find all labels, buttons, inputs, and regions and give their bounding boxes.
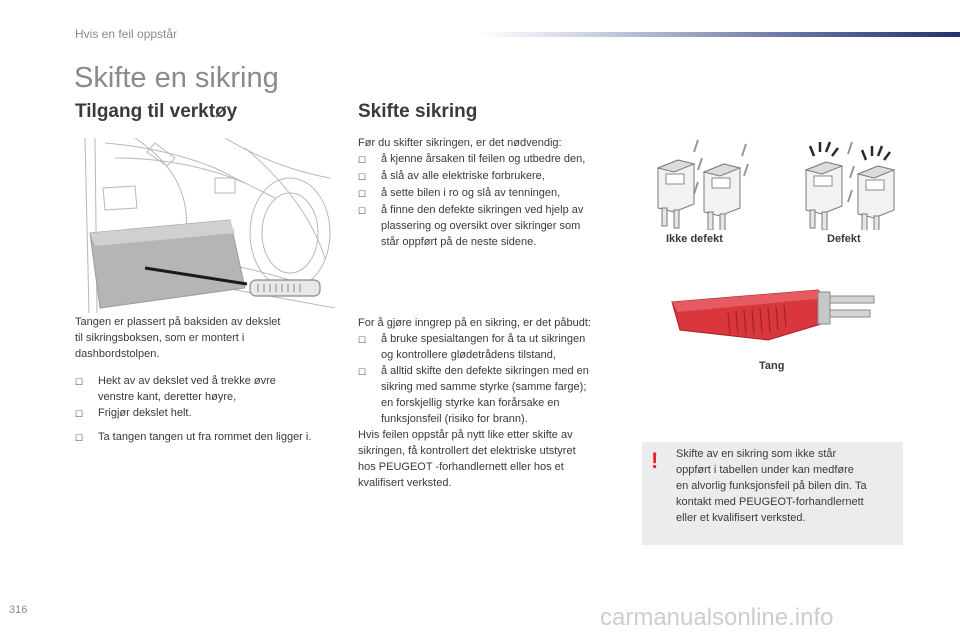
checkbox-bullet-icon: ☐	[358, 335, 367, 345]
tools-intro: Tangen er plassert på baksiden av dekslet til sikringsboksen, som er montert i dashbordstolpen.	[75, 316, 281, 360]
list-item: ☐ å finne den defekte sikringen ved hjelp av plassering og oversikt over sikringer som står oppført på de neste sidene.	[358, 204, 584, 248]
fuse-ok-illustration	[648, 138, 758, 230]
fuse-defect-illustration	[796, 138, 906, 230]
fuse-tool-label: Tang	[759, 360, 785, 372]
checkbox-bullet-icon: ☐	[358, 367, 367, 377]
list-item: ☐ Ta tangen tangen ut fra rommet den ligger i.	[75, 429, 345, 446]
list-item: ☐ Frigjør dekslet helt.	[75, 405, 345, 422]
page-number: 316	[9, 604, 28, 616]
tools-steps	[75, 373, 345, 422]
list-item: ☐ å sette bilen i ro og slå av tenningen,	[358, 185, 628, 202]
fuse-ok-label: Ikke defekt	[666, 233, 723, 245]
checkbox-bullet-icon: ☐	[75, 433, 84, 443]
replace-rules: For å gjøre inngrep på en sikring, er det påbudt: ☐ å bruke spesialtangen for å ta ut sikringen og kontrollere glødetrådens tilstand, ☐ å alltid skifte den defekte sikringen med en sikring med samme styrke (samme farge); en forskjellig styrke kan forårsake en funksjonsfeil (risiko for brann). Hvis feilen oppstår på nytt like etter skifte av sikringen, få kontrollert det elektriske utstyret hos PEUGEOT -forhandlernett eller hos et kvalifisert verksted.	[358, 315, 630, 491]
checkbox-bullet-icon: ☐	[358, 172, 367, 182]
dashboard-illustration	[75, 138, 337, 313]
checkbox-bullet-icon: ☐	[75, 409, 84, 419]
fuse-defect-label: Defekt	[827, 233, 861, 245]
checkbox-bullet-icon: ☐	[358, 189, 367, 199]
list-item: ☐ å bruke spesialtangen for å ta ut sikringen og kontrollere glødetrådens tilstand,	[358, 333, 586, 361]
warning-text: Skifte av en sikring som ikke står oppført i tabellen under kan medføre en alvorlig funksjonsfeil på bilen din. Ta kontakt med PEUGEOT-forhandlernett eller et kvalifisert verksted.	[676, 448, 867, 524]
list-item: ☐ Hekt av av dekslet ved å trekke øvre venstre kant, deretter høyre,	[75, 375, 276, 403]
checkbox-bullet-icon: ☐	[358, 155, 367, 165]
running-header: Hvis en feil oppstår	[75, 27, 178, 41]
tools-steps-2	[75, 429, 345, 446]
fuse-tool-illustration	[668, 282, 880, 354]
header-bar	[478, 32, 960, 37]
replace-prereq: Før du skifter sikringen, er det nødvendig: ☐ å kjenne årsaken til feilen og utbedre den, ☐ å slå av alle elektriske forbrukere, ☐ å sette bilen i ro og slå av tenningen, ☐ å finne den defekte sikringen ved hjelp av plassering og oversikt over sikringer som står oppført på de neste sidene.	[358, 135, 628, 250]
exclamation-icon: !	[651, 448, 659, 473]
watermark: carmanualsonline.info	[600, 604, 834, 631]
checkbox-bullet-icon: ☐	[75, 377, 84, 387]
page-title: Skifte en sikring	[74, 62, 279, 94]
checkbox-bullet-icon: ☐	[358, 206, 367, 216]
section-title-replace-fuse: Skifte sikring	[358, 101, 478, 122]
section-title-tools: Tilgang til verktøy	[75, 101, 238, 122]
list-item: ☐ å alltid skifte den defekte sikringen med en sikring med samme styrke (samme farge); en forskjellig styrke kan forårsake en funksjonsfeil (risiko for brann).	[358, 365, 589, 425]
list-item: ☐ å kjenne årsaken til feilen og utbedre den,	[358, 151, 628, 168]
list-item: ☐ å slå av alle elektriske forbrukere,	[358, 168, 628, 185]
